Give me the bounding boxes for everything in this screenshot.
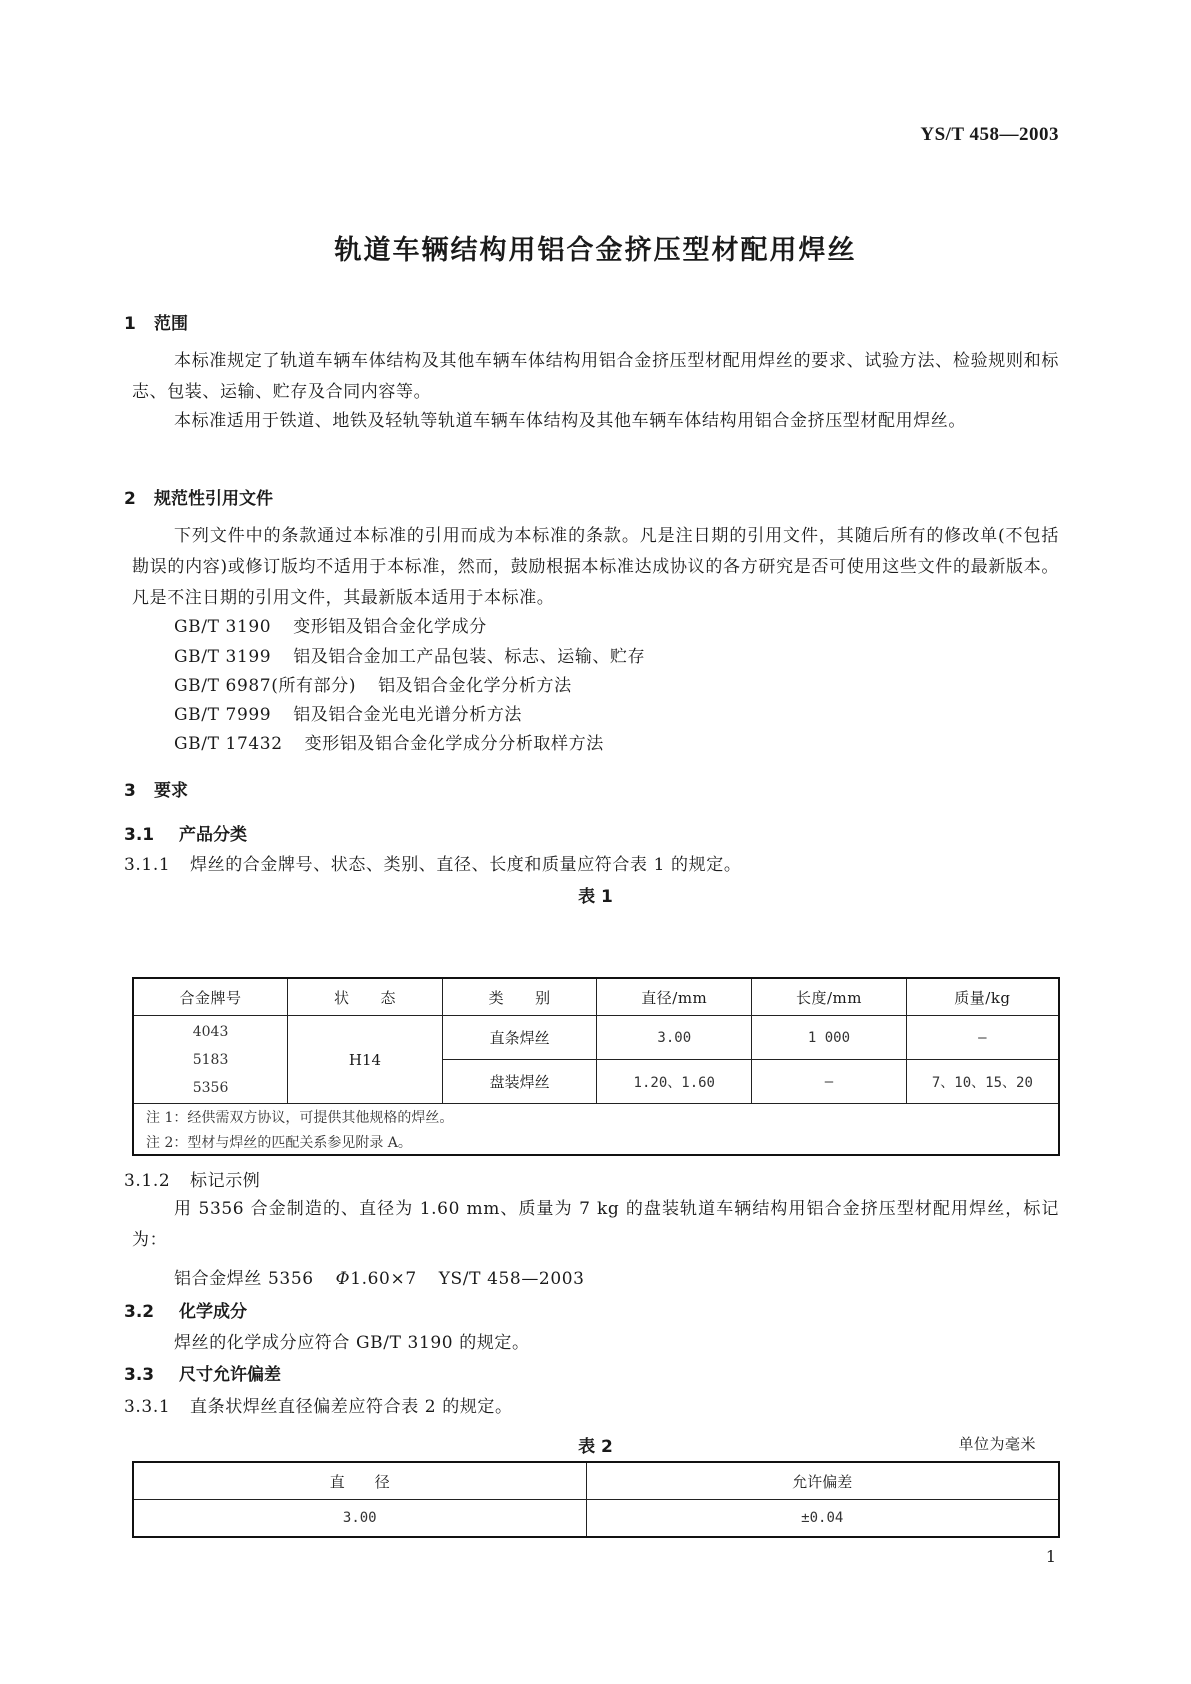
category-cell: 盘装焊丝 — [442, 1060, 597, 1104]
column-header: 允许偏差 — [586, 1462, 1059, 1500]
table-2-caption: 表 2 — [578, 1437, 613, 1457]
section-number: 2 — [124, 489, 136, 509]
mass-cell: — — [906, 1016, 1059, 1060]
section-number: 3.1 — [124, 825, 155, 845]
length-cell: 1 000 — [752, 1016, 907, 1060]
section-number: 3.2 — [124, 1302, 155, 1322]
table-1 — [132, 977, 1060, 1156]
reference-code: GB/T 3190 — [174, 617, 272, 637]
section-title: 产品分类 — [179, 825, 247, 845]
alloy-cell — [133, 1016, 288, 1104]
tolerance-cell: ±0.04 — [586, 1500, 1059, 1538]
reference-title: 铝及铝合金化学分析方法 — [378, 676, 572, 696]
clause-3-1-1 — [124, 850, 741, 875]
length-cell: — — [752, 1060, 907, 1104]
column-header: 合金牌号 — [133, 978, 288, 1016]
table-row — [133, 1500, 1059, 1538]
table-note-row — [133, 1129, 1059, 1155]
section-1-para-2: 本标准适用于铁道、地铁及轻轨等轨道车辆车体结构及其他车辆车体结构用铝合金挤压型材配用焊丝。 — [174, 411, 966, 431]
reference-item — [174, 642, 645, 667]
section-title: 化学成分 — [179, 1302, 247, 1322]
reference-code: GB/T 17432 — [174, 734, 283, 754]
clause-number: 3.3.1 — [124, 1397, 171, 1417]
subsection-3-2-heading — [124, 1297, 247, 1322]
clause-number: 3.1.2 — [124, 1171, 171, 1191]
section-number: 1 — [124, 314, 136, 334]
page-number: 1 — [1045, 1547, 1056, 1566]
marking-example-para: 用 5356 合金制造的、直径为 1.60 mm、质量为 7 kg 的盘装轨道车辆结构用铝合金挤压型材配用焊丝，标记为： — [132, 1199, 1059, 1250]
table-note: 注 2：型材与焊丝的匹配关系参见附录 A。 — [133, 1129, 1059, 1155]
clause-text: 焊丝的合金牌号、状态、类别、直径、长度和质量应符合表 1 的规定。 — [190, 855, 742, 875]
reference-title: 铝及铝合金光电光谱分析方法 — [293, 705, 523, 725]
clause-3-3-1 — [124, 1392, 513, 1417]
section-2-heading — [124, 484, 273, 509]
clause-number: 3.1.1 — [124, 855, 171, 875]
column-header: 类 别 — [442, 978, 597, 1016]
reference-item — [174, 671, 572, 696]
category-cell: 直条焊丝 — [442, 1016, 597, 1060]
alloy-value: 5183 — [192, 1051, 229, 1068]
reference-item — [174, 700, 522, 725]
mark-standard: YS/T 458—2003 — [438, 1269, 585, 1289]
alloy-value: 5356 — [192, 1079, 229, 1096]
section-title: 尺寸允许偏差 — [179, 1365, 281, 1385]
section-number: 3 — [124, 781, 136, 801]
section-title: 要求 — [154, 781, 188, 801]
reference-item — [174, 729, 604, 754]
reference-code: GB/T 3199 — [174, 647, 272, 667]
diameter-symbol: Φ — [335, 1269, 351, 1289]
reference-title: 变形铝及铝合金化学成分分析取样方法 — [304, 734, 604, 754]
diameter-cell: 1.20、1.60 — [597, 1060, 752, 1104]
standard-number: YS/T 458—2003 — [920, 124, 1059, 145]
diameter-cell: 3.00 — [597, 1016, 752, 1060]
reference-title: 变形铝及铝合金化学成分 — [293, 617, 487, 637]
chemical-composition-para: 焊丝的化学成分应符合 GB/T 3190 的规定。 — [174, 1333, 530, 1353]
table-note: 注 1：经供需双方协议，可提供其他规格的焊丝。 — [133, 1104, 1059, 1130]
section-1-para-1: 本标准规定了轨道车辆车体结构及其他车辆车体结构用铝合金挤压型材配用焊丝的要求、试验方法、检验规则和标志、包装、运输、贮存及合同内容等。 — [132, 351, 1059, 402]
reference-code: GB/T 6987(所有部分) — [174, 676, 357, 696]
document-title: 轨道车辆结构用铝合金挤压型材配用焊丝 — [334, 235, 857, 266]
table-2-unit: 单位为毫米 — [958, 1435, 1036, 1453]
table-2 — [132, 1461, 1060, 1538]
table-header-row — [133, 978, 1059, 1016]
clause-heading: 标记示例 — [190, 1171, 261, 1191]
column-header: 质量/kg — [906, 978, 1059, 1016]
reference-code: GB/T 7999 — [174, 705, 272, 725]
section-3-heading — [124, 776, 188, 801]
mark-prefix: 铝合金焊丝 5356 — [174, 1269, 314, 1289]
section-2-para: 下列文件中的条款通过本标准的引用而成为本标准的条款。凡是注日期的引用文件，其随后所有的修改单(不包括勘误的内容)或修订版均不适用于本标准，然而，鼓励根据本标准达成协议的各方研究是否可使用这些文件的最新版本。凡是不注日期的引用文件，其最新版本适用于本标准。 — [132, 526, 1059, 608]
reference-title: 铝及铝合金加工产品包装、标志、运输、贮存 — [293, 647, 646, 667]
temper-cell: H14 — [288, 1016, 443, 1104]
column-header: 长度/mm — [752, 978, 907, 1016]
marking-example — [174, 1264, 585, 1289]
table-note-row — [133, 1104, 1059, 1130]
column-header: 直径/mm — [597, 978, 752, 1016]
table-row — [133, 1016, 1059, 1060]
diameter-cell: 3.00 — [133, 1500, 586, 1538]
clause-3-1-2 — [124, 1166, 260, 1191]
table-1-caption: 表 1 — [578, 887, 613, 907]
column-header: 直 径 — [133, 1462, 586, 1500]
column-header: 状 态 — [288, 978, 443, 1016]
section-number: 3.3 — [124, 1365, 155, 1385]
section-title: 范围 — [154, 314, 188, 334]
section-1-heading — [124, 309, 188, 334]
subsection-3-1-heading — [124, 820, 247, 845]
mass-cell: 7、10、15、20 — [906, 1060, 1059, 1104]
section-title: 规范性引用文件 — [154, 489, 273, 509]
alloy-value: 4043 — [192, 1023, 229, 1040]
mark-size: 1.60×7 — [350, 1269, 417, 1289]
table-header-row — [133, 1462, 1059, 1500]
clause-text: 直条状焊丝直径偏差应符合表 2 的规定。 — [190, 1397, 513, 1417]
reference-item — [174, 612, 487, 637]
subsection-3-3-heading — [124, 1360, 281, 1385]
